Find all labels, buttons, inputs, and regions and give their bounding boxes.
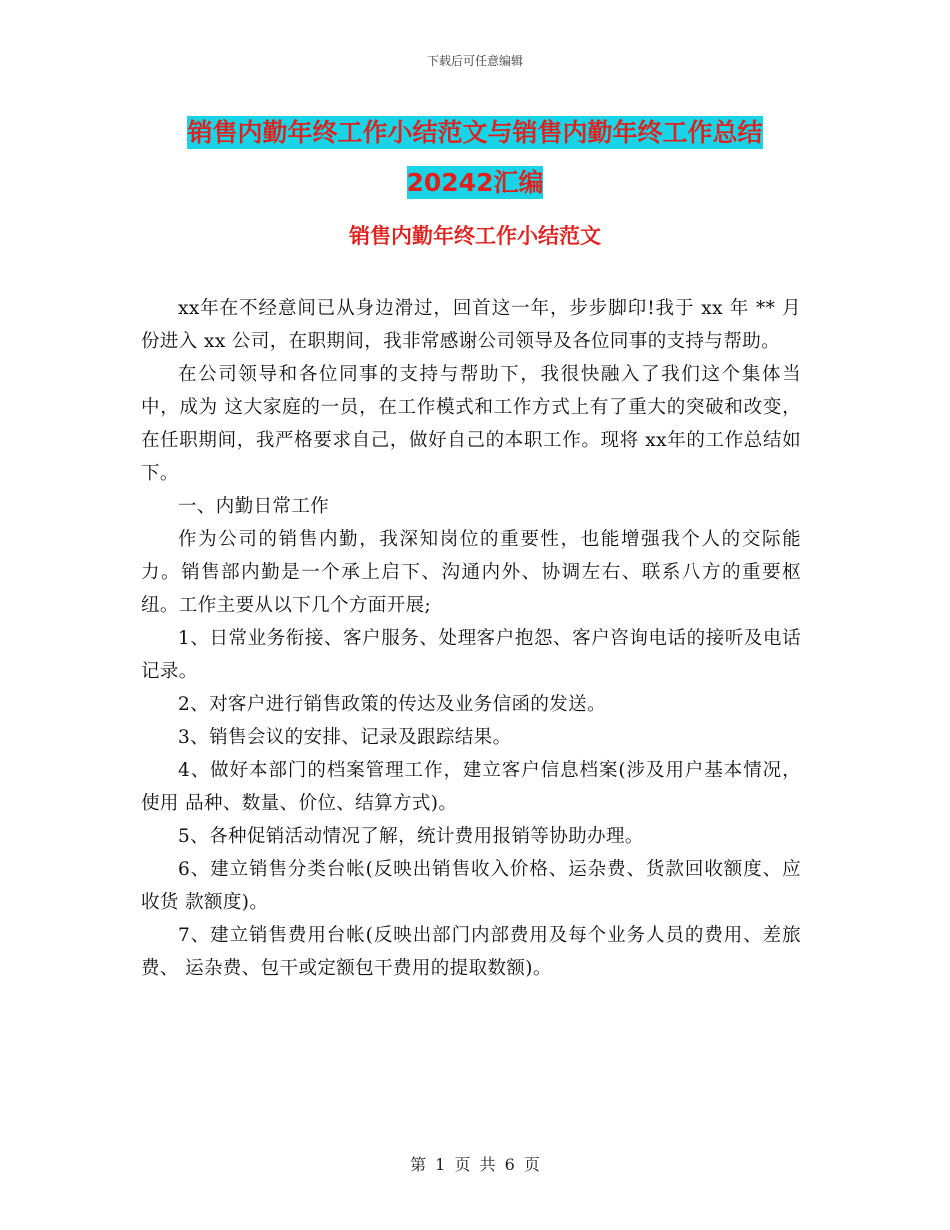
list-item-1: 1、日常业务衔接、客户服务、处理客户抱怨、客户咨询电话的接听及电话记录。 [141, 628, 801, 682]
heading-daily-work: 一、内勤日常工作 [178, 496, 330, 517]
section-title: 销售内勤年终工作小结范文 [349, 224, 601, 248]
list-item-3: 3、销售会议的安排、记录及跟踪结果。 [178, 727, 512, 748]
document-title-line-1: 销售内勤年终工作小结范文与销售内勤年终工作总结 [187, 118, 763, 147]
list-item-6: 6、建立销售分类台帐(反映出销售收入价格、运杂费、货款回收额度、应收货 款额度)。 [141, 859, 801, 913]
document-title-line-2: 20242汇编 [406, 168, 544, 197]
list-item-7: 7、建立销售费用台帐(反映出部门内部费用及每个业务人员的费用、差旅费、 运杂费、包干或定额包干费用的提取数额)。 [141, 925, 801, 979]
paragraph-integration: 在公司领导和各位同事的支持与帮助下，我很快融入了我们这个集体当中，成为 这大家庭的一员，在工作模式和工作方式上有了重大的突破和改变，在任职期间，我严格要求自己，做好自己的本职工作。现将 xx年的工作总结如下。 [141, 364, 801, 484]
document-body [141, 292, 801, 985]
list-item-2: 2、对客户进行销售政策的传达及业务信函的发送。 [178, 694, 606, 715]
paragraph-role: 作为公司的销售内勤，我深知岗位的重要性，也能增强我个人的交际能力。销售部内勤是一个承上启下、沟通内外、协调左右、联系八方的重要枢纽。工作主要从以下几个方面开展; [141, 529, 801, 616]
page-number-footer: 第 1 页 共 6 页 [410, 1155, 540, 1174]
document-title [150, 108, 800, 208]
page-header-note: 下载后可任意编辑 [426, 54, 523, 68]
list-item-4: 4、做好本部门的档案管理工作，建立客户信息档案(涉及用户基本情况，使用 品种、数量、价位、结算方式)。 [141, 760, 801, 814]
paragraph-intro: xx年在不经意间已从身边滑过，回首这一年，步步脚印!我于 xx 年 ** 月份进入 xx 公司，在职期间，我非常感谢公司领导及各位同事的支持与帮助。 [141, 298, 801, 352]
list-item-5: 5、各种促销活动情况了解，统计费用报销等协助办理。 [178, 826, 644, 847]
